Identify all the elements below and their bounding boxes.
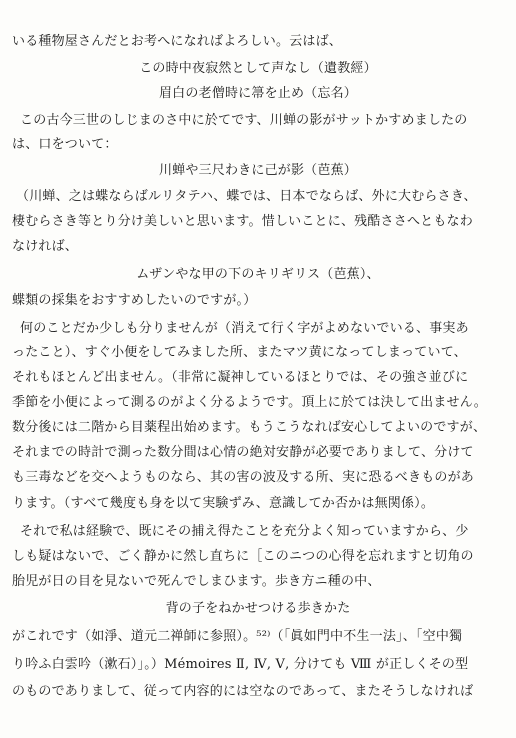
text-line: 胎児が日の目を見ないで死んでしまひます。歩き方ニ種の中、 — [12, 574, 381, 589]
text-line: のものでありまして、従って内容的には空なのであって、またそうしなければ — [12, 684, 474, 699]
text-line: それで私は経験で、既にその捕え得たことを充分よく知っていますから、少 — [20, 524, 469, 539]
text-line: り吟ふ白雲吟（漱石）」。）Mémoires Ⅱ, Ⅳ, Ⅴ, 分けても Ⅷ が正しくその型 — [12, 657, 469, 672]
text-line: いる種物屋さんだとお考へになればよろしい。云はば、 — [12, 34, 343, 49]
text-line: それまでの時計で測った数分間は心情の絶対安静が必要でありまして、分けて — [12, 445, 474, 460]
text-line: 数分後には二階から目薬程出始めます。もうこうなれば安心してよいのですが、 — [12, 420, 487, 435]
text-line: ったこと）、すぐ小便をしてみました所、またマツ黄になってしまっていて、 — [12, 345, 467, 360]
text-line: 季節を小便によって測るのがよく分るようです。頂上に於ては決して出ません。 — [12, 395, 487, 410]
text-line: 何のことだか少しも分りませんが（消えて行く字がよめないでいる、事実あ — [20, 321, 469, 336]
text-line: ります。（すべて幾度も身を以て実験ずみ、意識してか否かは無関係）。 — [12, 496, 435, 511]
quoted-verse: 背の子をねかせつける歩きかた — [165, 601, 351, 616]
quoted-verse: 眉白の老僧時に箒を止め（忘名） — [158, 86, 357, 101]
quoted-verse: 川蝉や三尺わきに己が影（芭蕉） — [158, 163, 357, 178]
text-line: この古今三世のしじまのさ中に於てです、川蝉の影がサットかすめましたの — [20, 113, 468, 128]
quoted-verse: この時中夜寂然として声なし（遺教經） — [139, 61, 377, 76]
text-line: しも疑はないで、ごく静かに然し直ちに［このニつの心得を忘れますと切角の — [12, 549, 474, 564]
text-line: は、口をついて： — [12, 137, 118, 152]
text-line: （川蝉、之は蝶ならばルリタテハ、蝶では、日本でならば、外に大むらさき、 — [16, 189, 477, 204]
text-line: 蝶類の採集をおすすめしたいのですが。） — [12, 293, 257, 308]
text-line: 棲むらさき等とり分け美しいと思います。惜しいことに、残酷ささへともなわ — [12, 214, 473, 229]
text-line: も三毒などを交へようものなら、其の害の波及する所、実に恐るべきものがあ — [12, 470, 475, 485]
text-line: がこれです（如淨、道元二禅師に参照）。⁵²⁾（「眞如門中不生一法」、「空中獨 — [12, 629, 463, 644]
text-line: なければ、 — [12, 239, 79, 254]
text-line: それもほとんど出ません。（非常に凝神しているほとりでは、その強さ並びに — [12, 370, 469, 385]
quoted-verse: ムザンやな甲の下のキリギリス（芭蕉）、 — [136, 267, 380, 282]
